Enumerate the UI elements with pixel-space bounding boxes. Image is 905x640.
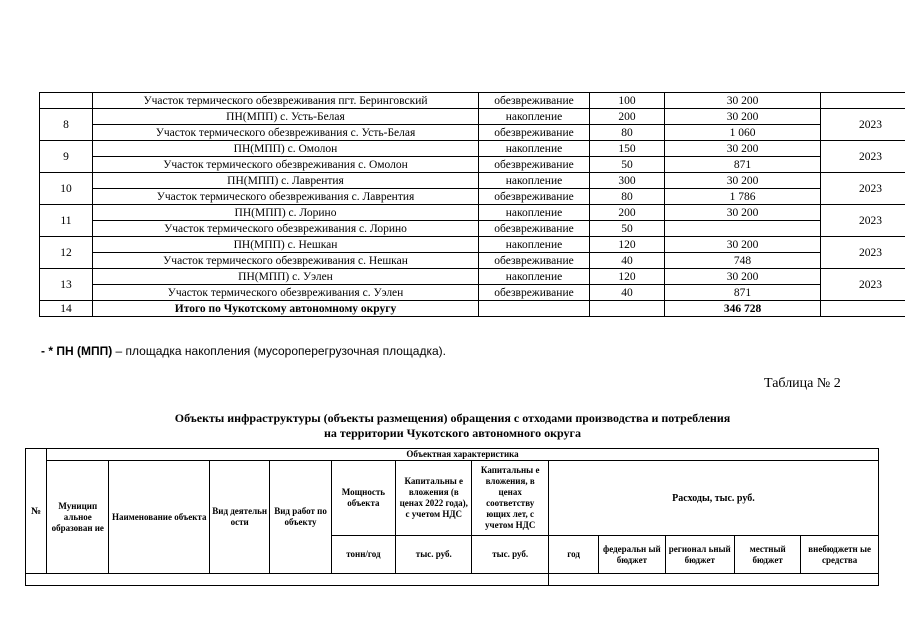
activity-type: накопление [479, 237, 590, 253]
object-name: Участок термического обезвреживания с. Лаврентия [93, 189, 479, 205]
activity-type: обезвреживание [479, 93, 590, 109]
cost-value [665, 221, 821, 237]
activity-type: накопление [479, 205, 590, 221]
header-municipality: Муницип альное образован ие [47, 461, 109, 574]
capacity-value: 80 [590, 189, 665, 205]
capacity-value: 50 [590, 221, 665, 237]
object-name: Участок термического обезвреживания с. Уэлен [93, 285, 479, 301]
cost-value: 1 786 [665, 189, 821, 205]
capacity-value: 200 [590, 109, 665, 125]
capacity-value: 120 [590, 237, 665, 253]
header-capex-current: Капитальны е вложения, в ценах соответству ющих лет, с учетом НДС [472, 461, 548, 536]
header-num: № [26, 449, 47, 574]
empty-cell [821, 301, 905, 317]
activity-type: накопление [479, 109, 590, 125]
row-number: 14 [40, 301, 93, 317]
year-value: 2023 [821, 205, 905, 237]
table-row [40, 205, 905, 221]
object-name: Участок термического обезвреживания с. Нешкан [93, 253, 479, 269]
object-name: ПН(МПП) с. Нешкан [93, 237, 479, 253]
capacity-value: 80 [590, 125, 665, 141]
cost-value: 871 [665, 285, 821, 301]
table-row [40, 157, 905, 173]
table-title: Объекты инфраструктуры (объекты размещения) обращения с отходами производства и потребления на территории Чукотского автономного округа [174, 411, 731, 440]
unit-capex-2022: тыс. руб. [396, 536, 472, 574]
row-number [40, 93, 93, 109]
table-row [40, 269, 905, 285]
table-row [40, 237, 905, 253]
object-name: Участок термического обезвреживания с. Усть-Белая [93, 125, 479, 141]
header-object-name: Наименование объекта [109, 461, 210, 574]
year-value: 2023 [821, 237, 905, 269]
row-number: 11 [40, 205, 93, 237]
object-name: ПН(МПП) с. Лорино [93, 205, 479, 221]
activity-type: обезвреживание [479, 285, 590, 301]
row-number: 13 [40, 269, 93, 301]
row-number: 10 [40, 173, 93, 205]
year-value: 2023 [821, 109, 905, 141]
object-name: ПН(МПП) с. Лаврентия [93, 173, 479, 189]
header-capex-2022: Капитальны е вложения (в ценах 2022 года), с учетом НДС [396, 461, 472, 536]
activity-type: накопление [479, 269, 590, 285]
table-row [40, 221, 905, 237]
footnote: - * ПН (МПП) – площадка накопления (мусороперегрузочная площадка). [41, 344, 446, 358]
cost-value: 30 200 [665, 93, 821, 109]
header-federal: федеральн ый бюджет [599, 536, 665, 574]
table-row [40, 125, 905, 141]
year-value: 2023 [821, 141, 905, 173]
cost-value: 30 200 [665, 141, 821, 157]
object-name: Участок термического обезвреживания с. Омолон [93, 157, 479, 173]
activity-type: обезвреживание [479, 253, 590, 269]
unit-capex-current: тыс. руб. [472, 536, 548, 574]
infrastructure-table [25, 448, 879, 586]
activity-type: накопление [479, 141, 590, 157]
table-number: Таблица № 2 [764, 376, 841, 391]
activity-type: обезвреживание [479, 125, 590, 141]
table-row [40, 189, 905, 205]
empty-cell [548, 574, 878, 586]
cost-value: 871 [665, 157, 821, 173]
capacity-value: 300 [590, 173, 665, 189]
table-row [40, 173, 905, 189]
total-row [40, 301, 905, 317]
table-row [40, 141, 905, 157]
year-value [821, 93, 905, 109]
header-extrabudget: внебюджетн ые средства [801, 536, 879, 574]
capacity-value: 50 [590, 157, 665, 173]
activity-type: обезвреживание [479, 189, 590, 205]
capacity-value: 150 [590, 141, 665, 157]
total-value: 346 728 [665, 301, 821, 317]
capacity-value: 40 [590, 253, 665, 269]
cost-value: 30 200 [665, 205, 821, 221]
header-year: год [548, 536, 598, 574]
empty-cell [590, 301, 665, 317]
cost-value: 748 [665, 253, 821, 269]
table-row [40, 253, 905, 269]
header-capacity: Мощность объекта [331, 461, 395, 536]
capacity-value: 100 [590, 93, 665, 109]
object-name: Участок термического обезвреживания пгт. Беринговский [93, 93, 479, 109]
cost-value: 30 200 [665, 173, 821, 189]
empty-cell [26, 574, 549, 586]
cost-value: 30 200 [665, 237, 821, 253]
table-row [40, 93, 905, 109]
header-work-type: Вид работ по объекту [270, 461, 331, 574]
header-local: местный бюджет [734, 536, 800, 574]
row-number: 8 [40, 109, 93, 141]
unit-capacity: тонн/год [331, 536, 395, 574]
object-name: ПН(МПП) с. Омолон [93, 141, 479, 157]
cost-value: 30 200 [665, 109, 821, 125]
capacity-value: 40 [590, 285, 665, 301]
table-row [40, 285, 905, 301]
year-value: 2023 [821, 269, 905, 301]
row-number: 9 [40, 141, 93, 173]
activity-type: накопление [479, 173, 590, 189]
object-name: Участок термического обезвреживания с. Лорино [93, 221, 479, 237]
header-activity-type: Вид деятельн ости [210, 461, 270, 574]
capacity-value: 120 [590, 269, 665, 285]
table-row [40, 109, 905, 125]
row-number: 12 [40, 237, 93, 269]
activity-type: обезвреживание [479, 221, 590, 237]
header-regional: регионал ьный бюджет [665, 536, 734, 574]
capacity-value: 200 [590, 205, 665, 221]
year-value: 2023 [821, 173, 905, 205]
header-expenses: Расходы, тыс. руб. [548, 461, 878, 536]
object-name: ПН(МПП) с. Уэлен [93, 269, 479, 285]
objects-table [39, 92, 905, 317]
header-group: Объектная характеристика [47, 449, 879, 461]
empty-cell [479, 301, 590, 317]
activity-type: обезвреживание [479, 157, 590, 173]
cost-value: 1 060 [665, 125, 821, 141]
total-label: Итого по Чукотскому автономному округу [93, 301, 479, 317]
object-name: ПН(МПП) с. Усть-Белая [93, 109, 479, 125]
cost-value: 30 200 [665, 269, 821, 285]
